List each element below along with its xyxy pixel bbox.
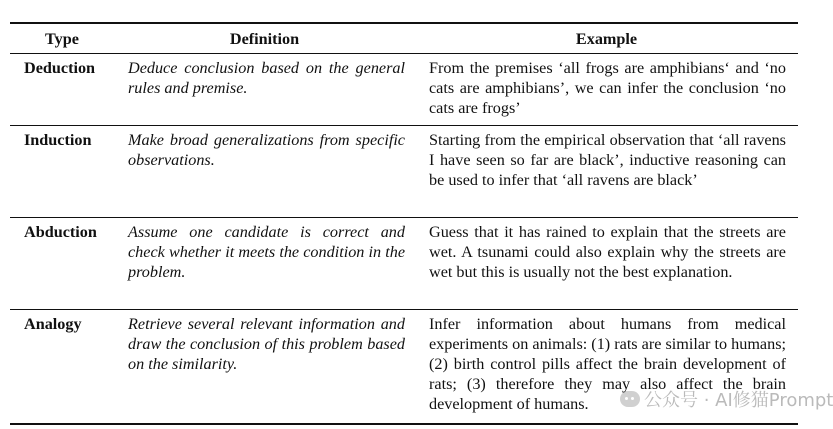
- reasoning-types-table: [10, 22, 798, 425]
- cell-example: Infer information about humans from medical experiments on animals: (1) rats are similar to humans; (2) birth control pills affect the brain development of rats; (3) therefore they may also affect the brain development of humans.: [429, 315, 786, 413]
- cell-type: Induction: [24, 131, 92, 149]
- cell-definition: Assume one candidate is correct and check whether it meets the condition in the problem.: [128, 223, 405, 281]
- cell-example: Starting from the empirical observation that ‘all ravens I have seen so far are black’, inductive reasoning can be used to infer that ‘all ravens are black’: [429, 131, 786, 189]
- cell-definition: Deduce conclusion based on the general rules and premise.: [128, 59, 405, 97]
- cell-type: Analogy: [24, 315, 82, 333]
- cell-definition: Retrieve several relevant information and draw the conclusion of this problem based on the similarity.: [128, 315, 405, 373]
- header-definition: Definition: [229, 30, 300, 48]
- table-row: [10, 218, 798, 310]
- header-example: Example: [575, 30, 638, 48]
- cell-example: Guess that it has rained to explain that the streets are wet. A tsunami could also explain why the streets are wet but this is usually not the best explanation.: [429, 223, 786, 281]
- header-type: Type: [45, 30, 79, 48]
- watermark-text: 公众号 · AI修猫Prompt: [644, 390, 833, 411]
- cell-definition: Make broad generalizations from specific observations.: [128, 131, 405, 169]
- table-header-row: [10, 23, 798, 54]
- table-row: [10, 54, 798, 126]
- cell-type: Deduction: [24, 59, 96, 77]
- table-row: [10, 310, 798, 425]
- cell-example: From the premises ‘all frogs are amphibians‘ and ‘no cats are amphibians’, we can infer the conclusion ‘no cats are frogs’: [429, 59, 786, 117]
- cell-type: Abduction: [24, 223, 97, 241]
- reasoning-types-table-container: [10, 22, 798, 425]
- table-row: [10, 126, 798, 218]
